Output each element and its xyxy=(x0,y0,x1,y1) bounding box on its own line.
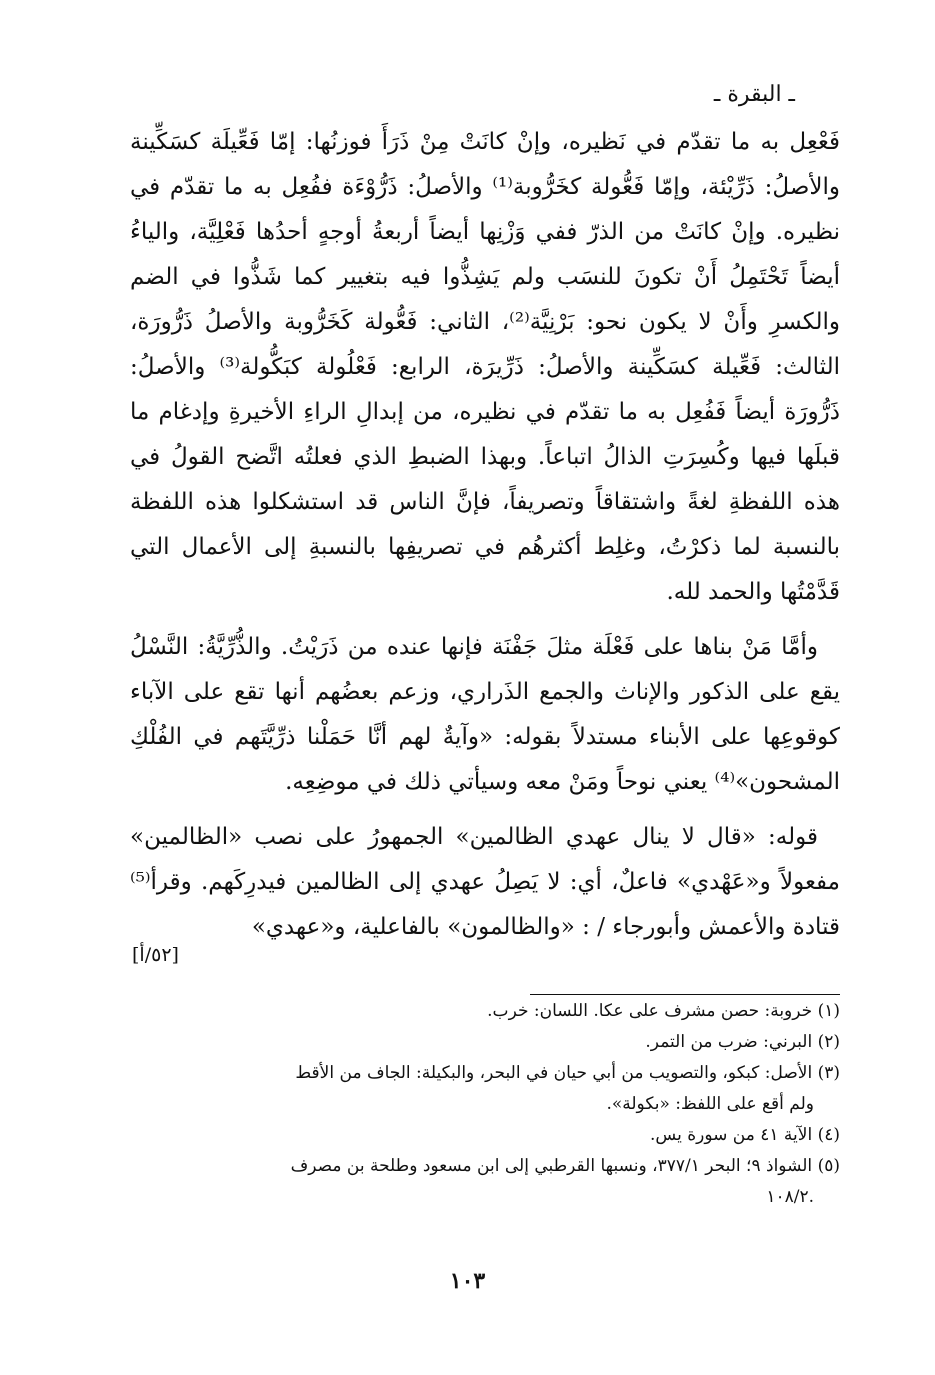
footnote-number: (١) xyxy=(817,1001,840,1021)
footnote-text: الأصل: كبكو، والتصويب من أبي حيان في البحر، والبكيلة: الجاف من الأقط xyxy=(295,1063,813,1083)
footnote-number: (٥) xyxy=(817,1156,840,1176)
manuscript-folio-marker: [٥٢/أ] xyxy=(132,944,179,966)
footnote-number: (٤) xyxy=(817,1125,840,1145)
footnote-continuation: .١٠٨/٢ xyxy=(766,1187,814,1207)
main-text xyxy=(130,120,840,950)
footnote-separator xyxy=(530,994,840,995)
footnote-text: الآية ٤١ من سورة يس. xyxy=(650,1125,813,1145)
footnote-4 xyxy=(132,1120,840,1151)
footnote-3 xyxy=(132,1058,840,1120)
footnote-number: (٣) xyxy=(817,1063,840,1083)
paragraph-2: وأمَّا مَنْ بناها على فَعْلَة مثلَ جَفْنَة فإنها عنده من ذَرَيْتُ. والذُّرِّيَّةُ: النَّسْلُ يقع على الذكور والإناث والجمع الذَراري، وزعم بعضُهم أنها تقع على الآباء كوقوعِها على الأبناء مستدلاً بقوله: «وآيةٌ لهم أنَّا حَمَلْنا ذرِّيَّتَهم في الفُلْكِ المشحون»⁽⁴⁾ يعني نوحاً ومَنْ معه وسيأتي ذلك في موضِعِه. xyxy=(130,634,840,795)
footnote-1 xyxy=(132,996,840,1027)
footnote-text: البرني: ضرب من التمر. xyxy=(645,1032,813,1052)
running-header: ـ البقرة ـ xyxy=(713,82,795,107)
footnote-continuation: ولم أقع على اللفظ: «بكولة». xyxy=(606,1094,814,1114)
footnote-5 xyxy=(132,1151,840,1213)
paragraph-1: فَعْعِل به ما تقدّم في نَظيره، وإنْ كانَتْ مِنْ ذَرَأَ فوزنُها: إمّا فَعِّيلَة كسَكِّينة والأصلُ: ذَرِّيْئة، وإمّا فَعُّولة كخَرُّوبة⁽¹⁾ والأصلُ: ذَرُّوْءَة ففُعِل به ما تقدّم في نظيره. وإنْ كانَتْ من الذرّ ففي وَزْنِها أيضاً أربعةُ أوجهٍ أحدُها فَعْلِيَّة، والياءُ أيضاً تَحْتَمِلُ أَنْ تكونَ للنسَب ولم يَشِذُّوا فيه بتغيير كما شَذُّوا في الضم والكسرِ وأَنْ لا يكون نحو: بَرْنِيَّة⁽²⁾، الثاني: فَعُّولة كَخَرُّوبة والأصلُ ذَرُّورَة، الثالث: فَعِّيلة كسَكِّينة والأصلُ: ذَرِّيرَة، الرابع: فَعْلُولة كبَكُّولة⁽³⁾ والأصلُ: ذَرُّورَة أيضاً فَفُعِل به ما تقدّم في نظيره، من إبدالِ الراءِ الأخيرةِ وإدغام ما قبلَها فيها وكُسِرَتِ الذالُ اتباعاً. وبهذا الضبطِ الذي فعلتُه اتَّضح القولُ في هذه اللفظةِ لغةً واشتقاقاً وتصريفاً، فإنَّ الناس قد استشكلوا هذه اللفظة بالنسبة لما ذكرْتُ، وغلِط أكثرهُم في تصريفِها بالنسبةِ إلى الأعمال التي قَدَّمْتُها والحمد لله. xyxy=(130,129,840,605)
footnote-text: خروبة: حصن مشرف على عكا. اللسان: خرب. xyxy=(487,1001,813,1021)
footnote-2 xyxy=(132,1027,840,1058)
paragraph-3: قوله: «قال لا ينال عهدي الظالمين» الجمهورُ على نصب «الظالمين» مفعولاً و«عَهْدي» فاعلٌ، أي: لا يَصِلُ عهدي إلى الظالمين فيدرِكَهم. وقرأ⁽⁵⁾ قتادة والأعمش وأبورجاء / : «والظالمون» بالفاعلية، و«عهدي» xyxy=(130,824,840,940)
footnote-text: الشواذ ٩؛ البحر ٣٧٧/١، ونسبها القرطبي إلى ابن مسعود وطلحة بن مصرف xyxy=(290,1156,813,1176)
page-number: ١٠٣ xyxy=(449,1268,486,1294)
footnotes xyxy=(132,996,840,1213)
footnote-number: (٢) xyxy=(817,1032,840,1052)
